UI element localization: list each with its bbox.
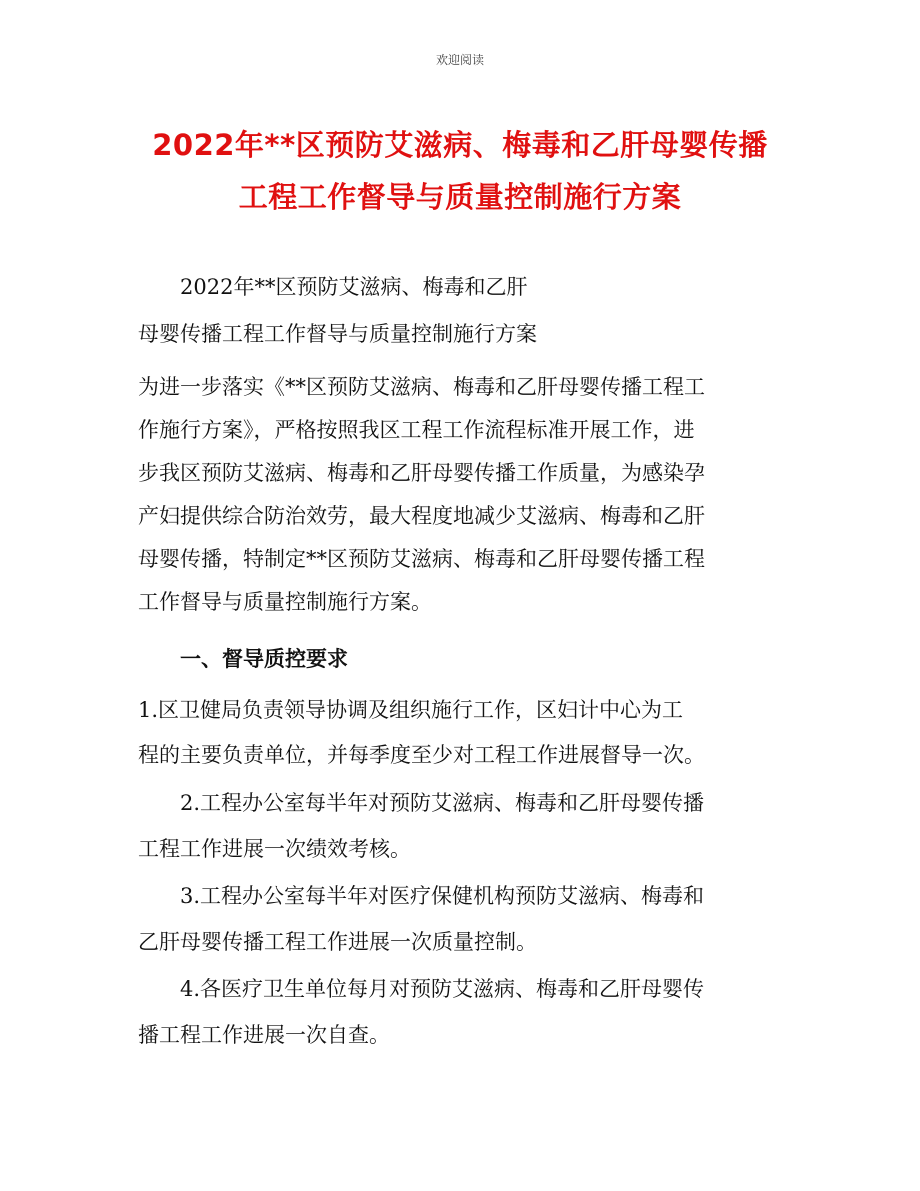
- item-3-line-1: 3.工程办公室每半年对医疗保健机构预防艾滋病、梅毒和: [180, 884, 705, 908]
- intro-line-2: 作施行方案》，严格按照我区工程工作流程标准开展工作，进: [138, 418, 695, 442]
- item-3-line-2: 乙肝母婴传播工程工作进展一次质量控制。: [138, 930, 537, 954]
- intro-line-6: 工作督导与质量控制施行方案。: [138, 590, 432, 614]
- item-2-line-2: 工程工作进展一次绩效考核。: [138, 837, 411, 861]
- item-2-line-1: 2.工程办公室每半年对预防艾滋病、梅毒和乙肝母婴传播: [180, 791, 705, 815]
- intro-line-4: 产妇提供综合防治效劳，最大程度地减少艾滋病、梅毒和乙肝: [138, 504, 705, 528]
- item-4-line-2: 播工程工作进展一次自查。: [138, 1023, 390, 1047]
- document-title-line-1: 2022年**区预防艾滋病、梅毒和乙肝母婴传播: [152, 128, 768, 162]
- item-1-line-2: 程的主要负责单位，并每季度至少对工程工作进展督导一次。: [138, 743, 705, 767]
- item-1-line-1: 1.区卫健局负责领导协调及组织施行工作，区妇计中心为工: [138, 698, 684, 722]
- subtitle-line-2: 母婴传播工程工作督导与质量控制施行方案: [138, 322, 537, 346]
- header-note: 欢迎阅读: [435, 53, 484, 67]
- section-heading: 一、督导质控要求: [180, 646, 348, 671]
- document-title-line-2: 工程工作督导与质量控制施行方案: [238, 180, 682, 214]
- intro-line-1: 为进一步落实《**区预防艾滋病、梅毒和乙肝母婴传播工程工: [138, 375, 705, 399]
- intro-line-5: 母婴传播，特制定**区预防艾滋病、梅毒和乙肝母婴传播工程: [138, 547, 705, 571]
- item-4-line-1: 4.各医疗卫生单位每月对预防艾滋病、梅毒和乙肝母婴传: [180, 977, 705, 1001]
- subtitle-line-1: 2022年**区预防艾滋病、梅毒和乙肝: [180, 275, 528, 299]
- intro-line-3: 步我区预防艾滋病、梅毒和乙肝母婴传播工作质量，为感染孕: [138, 461, 705, 485]
